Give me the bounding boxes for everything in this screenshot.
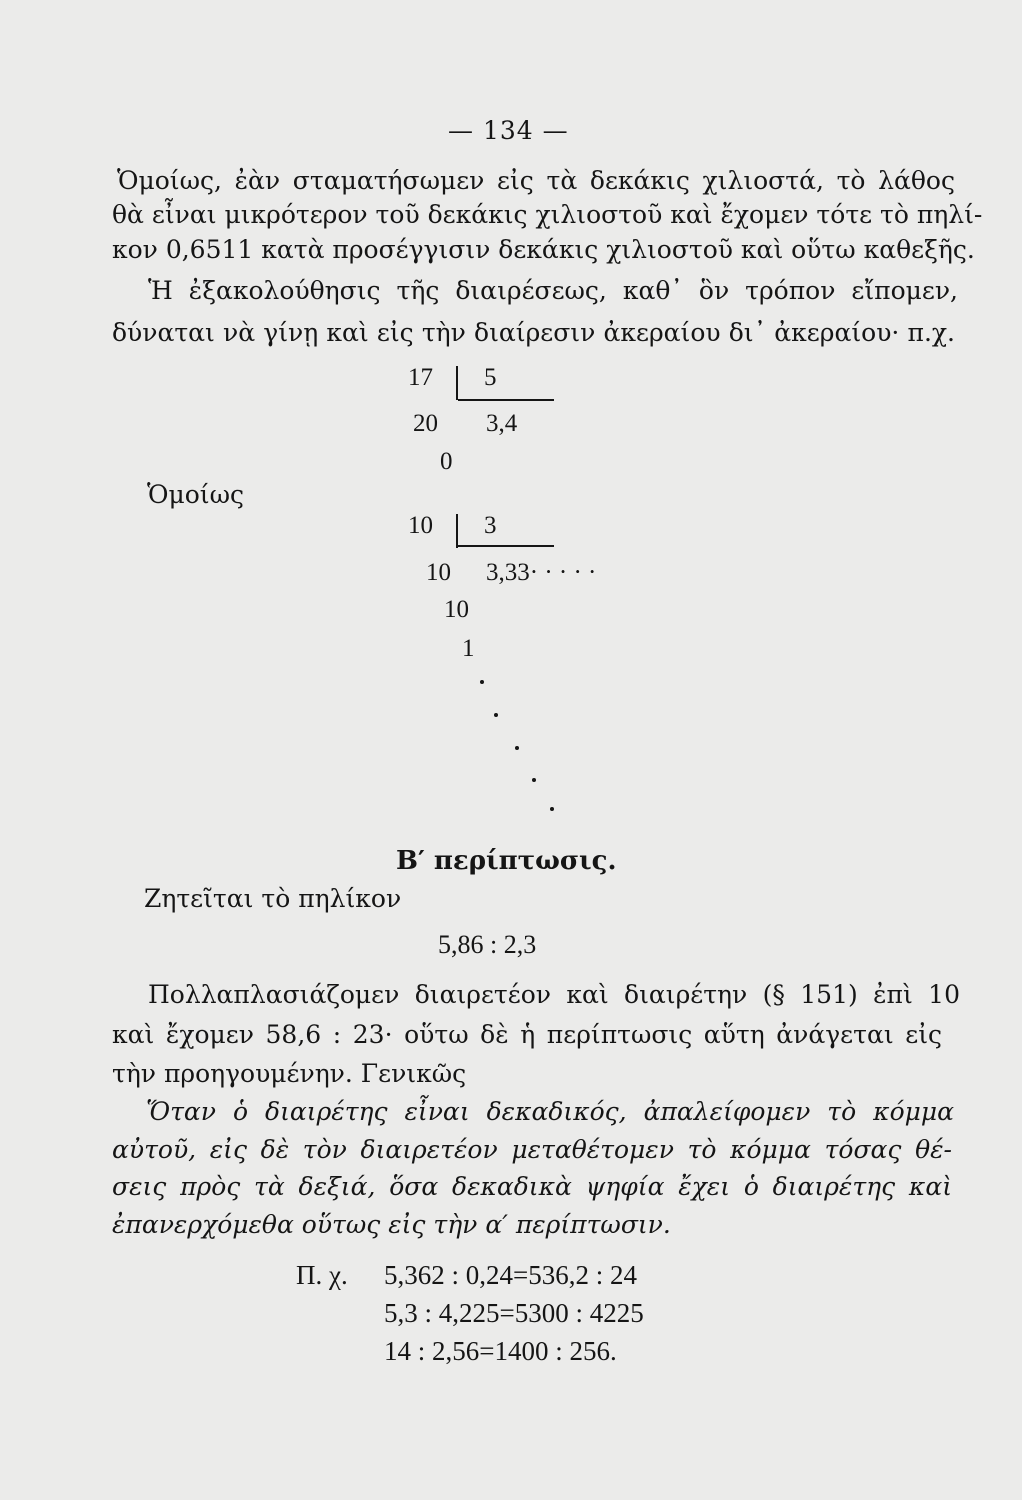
- expression: 5,86 : 2,3: [438, 930, 537, 959]
- example-label: Π. χ.: [296, 1260, 348, 1290]
- example-2: 5,3 : 4,225=5300 : 4225: [384, 1298, 644, 1328]
- rule-line-2: αὐτοῦ, εἰς δὲ τὸν διαιρετέον μεταθέτομεν τὸ κόμμα τόσας θέ-: [112, 1135, 952, 1164]
- continuation-dot: [532, 778, 536, 782]
- continuation-dot: [550, 807, 554, 811]
- section-heading: Β′ περίπτωσις.: [396, 846, 617, 876]
- division1-divisor: 5: [484, 364, 497, 391]
- division1-vertical-bar: [456, 366, 458, 400]
- division2-divisor: 3: [484, 512, 497, 539]
- division2-quotient: 3,33· · · · ·: [486, 559, 597, 586]
- rule-line-4: ἐπανερχόμεθα οὕτως εἰς τὴν α′ περίπτωσιν.: [112, 1210, 671, 1239]
- division2-dividend: 10: [408, 512, 433, 539]
- division1-quotient: 3,4: [486, 410, 518, 437]
- para1-line-4: Ἡ ἐξακολούθησις τῆς διαιρέσεως, καθ᾽ ὃν τρόπον εἴπομεν,: [148, 276, 958, 305]
- division2-remainder-1: 10: [426, 559, 451, 586]
- zeteitai-text: Ζητεῖται τὸ πηλίκον: [144, 884, 402, 913]
- division1-remainder-2: 0: [440, 448, 453, 475]
- division1-remainder-1: 20: [413, 410, 438, 437]
- omoios-label: Ὁμοίως: [147, 480, 244, 509]
- continuation-dot: [494, 713, 498, 717]
- division1-dividend: 17: [408, 364, 433, 391]
- continuation-dot: [515, 746, 519, 750]
- rule-line-1: Ὅταν ὁ διαιρέτης εἶναι δεκαδικός, ἀπαλείφομεν τὸ κόμμα: [146, 1097, 954, 1126]
- rule-line-3: σεις πρὸς τὰ δεξιά, ὅσα δεκαδικὰ ψηφία ἔχει ὁ διαιρέτης καὶ: [112, 1172, 952, 1201]
- example-3: 14 : 2,56=1400 : 256.: [384, 1336, 617, 1366]
- page-number: — 134 —: [448, 116, 569, 145]
- para2-line-1: Πολλαπλασιάζομεν διαιρετέον καὶ διαιρέτην (§ 151) ἐπὶ 10: [148, 980, 960, 1009]
- division2-remainder-3: 1: [462, 635, 475, 662]
- division2-remainder-2: 10: [444, 596, 469, 623]
- para1-line-2: θὰ εἶναι μικρότερον τοῦ δεκάκις χιλιοστοῦ καὶ ἔχομεν τότε τὸ πηλί-: [112, 200, 983, 229]
- division2-horizontal-bar: [458, 545, 554, 547]
- division2-vertical-bar: [456, 514, 458, 548]
- continuation-dot: [480, 680, 484, 684]
- para2-line-3: τὴν προηγουμένην. Γενικῶς: [112, 1059, 467, 1088]
- para1-line-5: δύναται νὰ γίνῃ καὶ εἰς τὴν διαίρεσιν ἀκεραίου δι᾽ ἀκεραίου· π.χ.: [112, 318, 955, 347]
- para1-line-1: Ὁμοίως, ἐὰν σταματήσωμεν εἰς τὰ δεκάκις χιλιοστά, τὸ λάθος: [117, 166, 955, 195]
- division1-horizontal-bar: [458, 399, 554, 401]
- para2-line-2: καὶ ἔχομεν 58,6 : 23· οὕτω δὲ ἡ περίπτωσις αὕτη ἀνάγεται εἰς: [112, 1020, 942, 1049]
- example-1: 5,362 : 0,24=536,2 : 24: [384, 1260, 637, 1290]
- para1-line-3: κον 0,6511 κατὰ προσέγγισιν δεκάκις χιλιοστοῦ καὶ οὕτω καθεξῆς.: [112, 235, 975, 264]
